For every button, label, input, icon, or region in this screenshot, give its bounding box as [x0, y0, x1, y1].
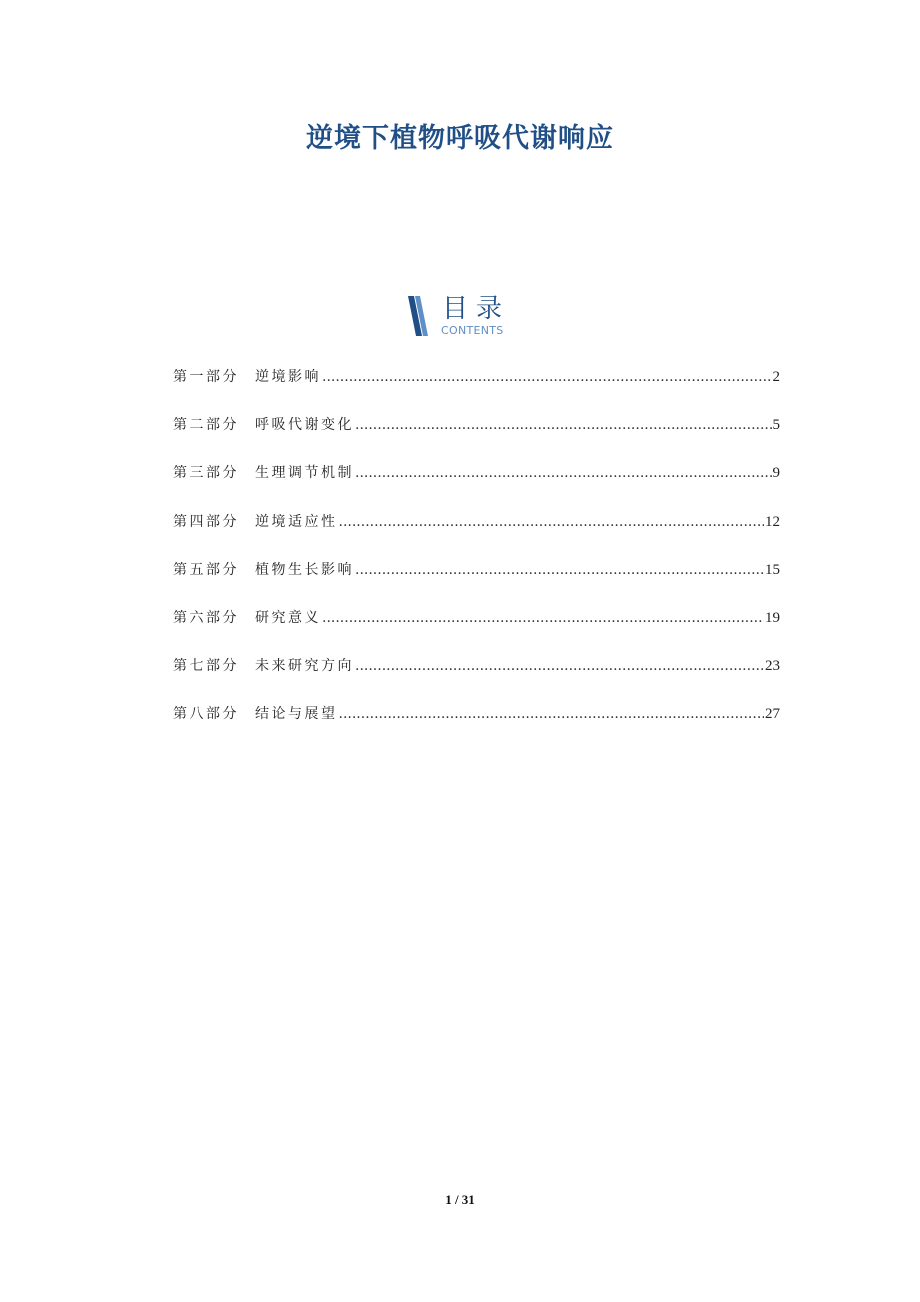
toc-dot-leader [355, 462, 772, 484]
toc-entry-title: 逆境影响 [255, 369, 321, 385]
toc-entry[interactable] [173, 462, 780, 510]
table-of-contents [173, 366, 780, 752]
toc-entry-title: 结论与展望 [255, 706, 338, 723]
toc-entry-page: 15 [765, 561, 780, 578]
toc-entry[interactable] [173, 655, 780, 703]
toc-entry-page: 27 [765, 706, 780, 723]
toc-entry-title: 逆境适应性 [255, 513, 338, 530]
toc-entry-part: 第六部分 [173, 609, 239, 626]
toc-dot-leader [339, 511, 765, 533]
toc-dot-leader [355, 655, 764, 677]
toc-dot-leader [339, 703, 765, 725]
toc-entry-part: 第二部分 [173, 417, 239, 434]
toc-entry-part: 第八部分 [173, 706, 239, 723]
toc-entry-title: 植物生长影响 [255, 561, 354, 578]
toc-entry-part: 第五部分 [173, 561, 239, 578]
toc-entry[interactable] [173, 511, 780, 559]
toc-entry[interactable] [173, 414, 780, 462]
toc-dot-leader [322, 366, 772, 388]
document-title: 逆境下植物呼吸代谢响应 [306, 123, 614, 154]
toc-dot-leader [322, 607, 764, 629]
toc-header [406, 294, 526, 340]
toc-entry[interactable] [173, 607, 780, 655]
toc-entry-part: 第四部分 [173, 513, 239, 530]
toc-entry-page: 12 [765, 513, 780, 530]
toc-entry[interactable] [173, 366, 780, 414]
toc-entry-title: 生理调节机制 [255, 465, 354, 482]
toc-entry-title: 呼吸代谢变化 [255, 417, 354, 434]
toc-entry-page: 19 [765, 609, 780, 626]
toc-heading: 目录 [442, 294, 511, 324]
toc-entry[interactable] [173, 703, 780, 751]
toc-entry-part: 第一部分 [173, 369, 239, 385]
toc-dot-leader [355, 414, 772, 436]
toc-dot-leader [355, 559, 764, 581]
toc-entry-page: 5 [772, 417, 780, 434]
toc-entry-page: 2 [772, 369, 780, 385]
toc-subheading: CONTENTS [441, 324, 504, 337]
contents-logo-icon [406, 294, 434, 338]
toc-entry-title: 未来研究方向 [255, 658, 354, 675]
toc-entry-part: 第三部分 [173, 465, 239, 482]
toc-entry-part: 第七部分 [173, 658, 239, 675]
toc-entry-page: 23 [765, 658, 780, 675]
toc-entry-page: 9 [772, 465, 780, 482]
page-number: 1 / 31 [445, 1192, 475, 1207]
toc-entry-title: 研究意义 [255, 609, 321, 626]
toc-entry[interactable] [173, 559, 780, 607]
